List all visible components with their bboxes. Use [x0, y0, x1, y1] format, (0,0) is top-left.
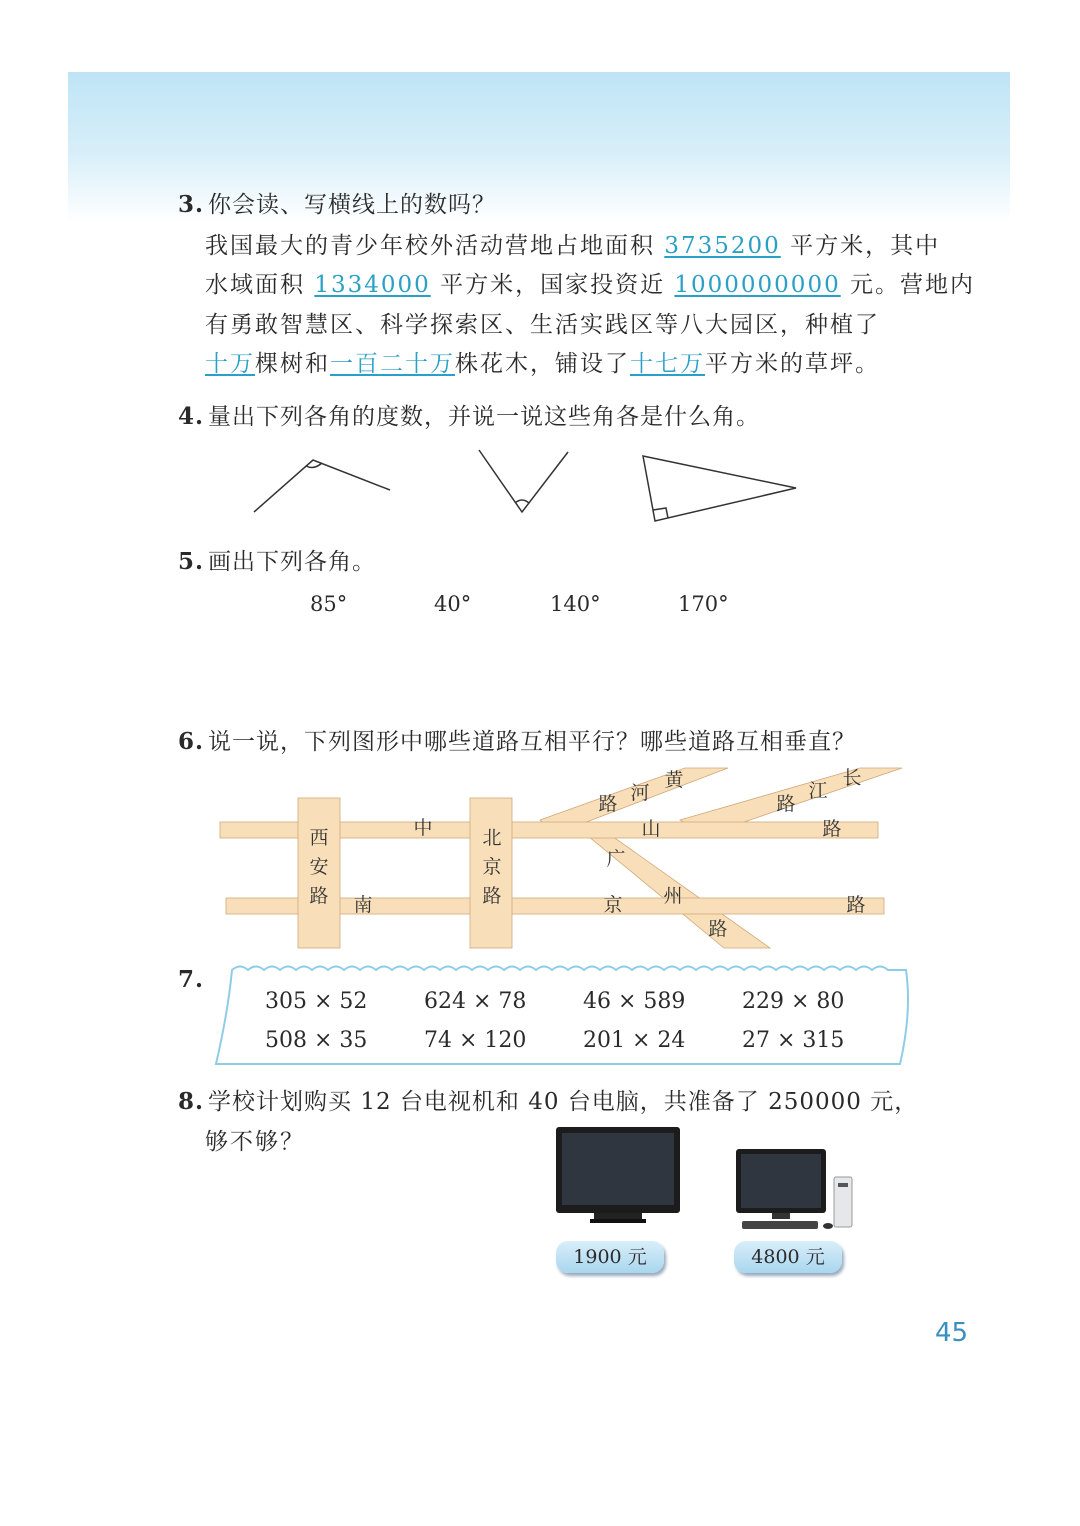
label-shan: 山 — [641, 818, 661, 840]
q3-line-4: 十万棵树和一百二十万株花木，铺设了十七万平方米的草坪。 — [205, 351, 880, 377]
calc-item: 201 × 24 — [583, 1028, 686, 1053]
label-he: 河 — [630, 782, 650, 804]
number-underlined: 十万 — [205, 351, 255, 377]
obtuse-angle-figure — [254, 460, 390, 512]
label-guang: 广 — [606, 848, 626, 870]
calc-item: 624 × 78 — [424, 989, 527, 1014]
pc-price-tag: 4800 元 — [734, 1241, 842, 1273]
number-underlined: 3735200 — [664, 233, 781, 259]
angle-140: 140° — [550, 592, 601, 616]
q3-line-2: 水域面积 1334000 平方米，国家投资近 1000000000 元。营地内 — [205, 272, 976, 298]
computer-icon — [736, 1149, 852, 1229]
tv-price-tag: 1900 元 — [556, 1241, 664, 1273]
number-underlined: 1000000000 — [674, 272, 841, 298]
calc-item: 46 × 589 — [583, 989, 686, 1014]
right-triangle-figure — [643, 456, 796, 521]
label-jiang: 江 — [808, 780, 828, 802]
label-zhou: 州 — [663, 885, 683, 907]
label-changjiang-lu: 路 — [776, 793, 796, 815]
calc-box-frame — [0, 952, 1080, 1072]
calc-item: 74 × 120 — [424, 1028, 527, 1053]
label-beijing-lu: 路 — [482, 885, 502, 907]
number-underlined: 一百二十万 — [330, 351, 455, 377]
label-bei: 北 — [482, 827, 502, 849]
q3-line-1: 我国最大的青少年校外活动营地占地面积 3735200 平方米，其中 — [205, 233, 941, 259]
angle-40: 40° — [434, 592, 472, 616]
label-jing: 京 — [603, 894, 623, 916]
road-map — [0, 760, 1080, 955]
number-underlined: 1334000 — [314, 272, 431, 298]
calc-item: 27 × 315 — [742, 1028, 845, 1053]
label-guangzhou-lu: 路 — [708, 918, 728, 940]
label-huang: 黄 — [664, 769, 684, 791]
question-6-title: 6. 说一说，下列图形中哪些道路互相平行？哪些道路互相垂直？ — [178, 728, 857, 755]
q3-line-3: 有勇敢智慧区、科学探索区、生活实践区等八大园区，种植了 — [205, 312, 880, 338]
question-8-line-1: 8. 学校计划购买 12 台电视机和 40 台电脑，共准备了 250000 元， — [178, 1088, 919, 1115]
question-4-title: 4. 量出下列各角的度数，并说一说这些角各是什么角。 — [178, 403, 761, 430]
label-huanghe-lu: 路 — [598, 793, 618, 815]
tv-icon — [556, 1127, 680, 1223]
label-jing-beijing: 京 — [482, 856, 502, 878]
question-8-line-2: 够不够？ — [205, 1129, 305, 1155]
devices-illustration — [550, 1125, 870, 1235]
question-5-title: 5. 画出下列各角。 — [178, 548, 377, 575]
question-7-number: 7. — [178, 966, 205, 993]
number-underlined: 十七万 — [630, 351, 705, 377]
label-zhongshan-lu: 路 — [822, 818, 842, 840]
angle-figures — [0, 0, 1080, 540]
angle-85: 85° — [310, 592, 348, 616]
question-3-title: 3. 你会读、写横线上的数吗？ — [178, 191, 497, 218]
acute-angle-figure — [479, 450, 568, 512]
label-xian-lu: 路 — [309, 885, 329, 907]
calc-item: 305 × 52 — [265, 989, 368, 1014]
label-nan: 南 — [353, 894, 373, 916]
angle-170: 170° — [678, 592, 729, 616]
label-xi: 西 — [309, 827, 329, 849]
label-an: 安 — [309, 856, 329, 878]
label-nanjing-lu: 路 — [846, 894, 866, 916]
label-chang: 长 — [842, 767, 862, 789]
calc-item: 229 × 80 — [742, 989, 845, 1014]
label-zhong: 中 — [413, 817, 433, 839]
page-number: 45 — [935, 1318, 969, 1348]
calc-item: 508 × 35 — [265, 1028, 368, 1053]
